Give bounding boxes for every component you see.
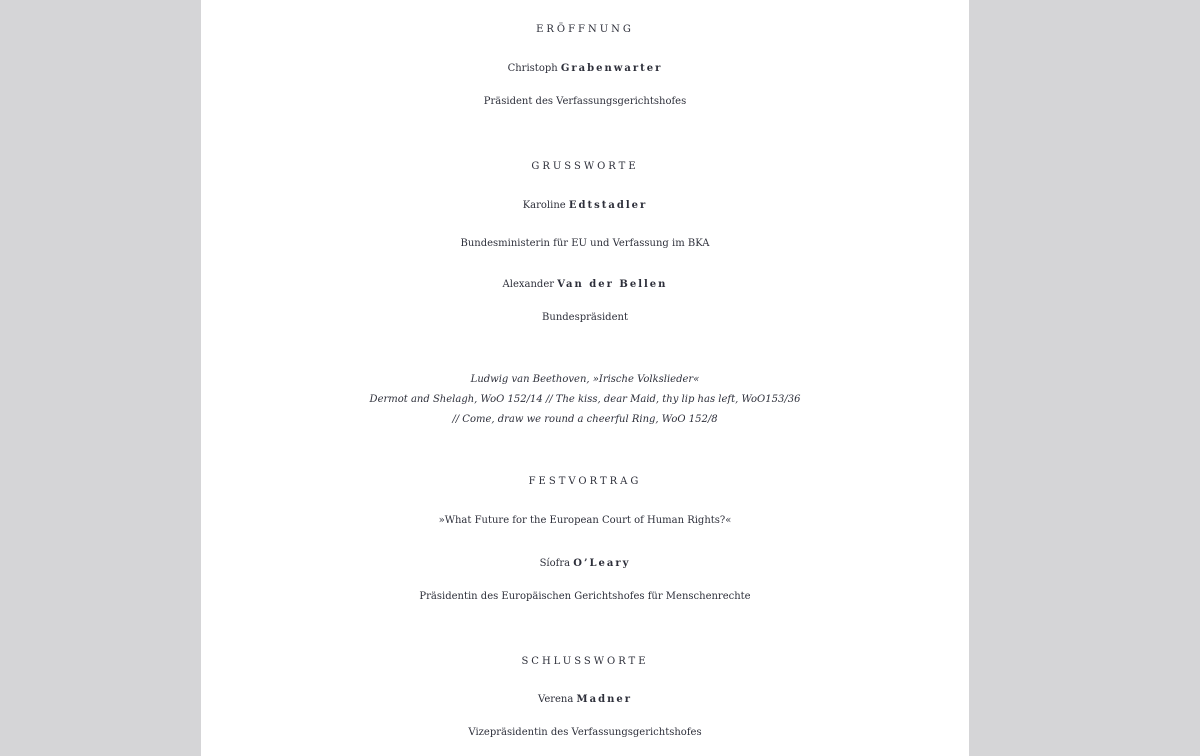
heading-greetings: GRUSSWORTE (531, 161, 639, 172)
speaker-first-name: Síofra (539, 558, 571, 569)
music-line-composer: Ludwig van Beethoven, »Irische Volkslieder« (470, 374, 700, 385)
speaker-last-name: Van der Bellen (557, 279, 668, 290)
speaker-last-name: O’Leary (573, 558, 631, 569)
speaker-role: Bundespräsident (542, 312, 628, 323)
speaker-name-van-der-bellen (201, 279, 969, 290)
speaker-name-oleary (201, 558, 969, 569)
music-line-pieces-cont: // Come, draw we round a cheerful Ring, WoO 152/8 (452, 414, 718, 425)
speaker-role: Vizepräsidentin des Verfassungsgerichtshofes (468, 727, 702, 738)
program-page (201, 0, 969, 756)
heading-closing: SCHLUSSWORTE (521, 656, 649, 667)
speaker-name-edtstadler (201, 200, 969, 211)
heading-opening: ERÖFFNUNG (536, 24, 634, 35)
speaker-last-name: Edtstadler (568, 200, 648, 211)
speaker-role: Bundesministerin für EU und Verfassung im BKA (460, 238, 710, 249)
speaker-last-name: Grabenwarter (560, 63, 663, 74)
speaker-name-grabenwarter (201, 63, 969, 74)
speaker-first-name: Verena (538, 694, 574, 705)
music-line-pieces: Dermot and Shelagh, WoO 152/14 // The kiss, dear Maid, thy lip has left, WoO153/36 (369, 394, 801, 405)
speaker-name-madner (201, 694, 969, 705)
speaker-first-name: Alexander (502, 279, 555, 290)
speaker-first-name: Karoline (522, 200, 566, 211)
keynote-title: »What Future for the European Court of Human Rights?« (438, 515, 732, 526)
speaker-role: Präsident des Verfassungsgerichtshofes (483, 96, 687, 107)
speaker-last-name: Madner (576, 694, 632, 705)
speaker-role: Präsidentin des Europäischen Gerichtshofes für Menschenrechte (419, 591, 751, 602)
heading-keynote: FESTVORTRAG (528, 476, 642, 487)
speaker-first-name: Christoph (507, 63, 558, 74)
